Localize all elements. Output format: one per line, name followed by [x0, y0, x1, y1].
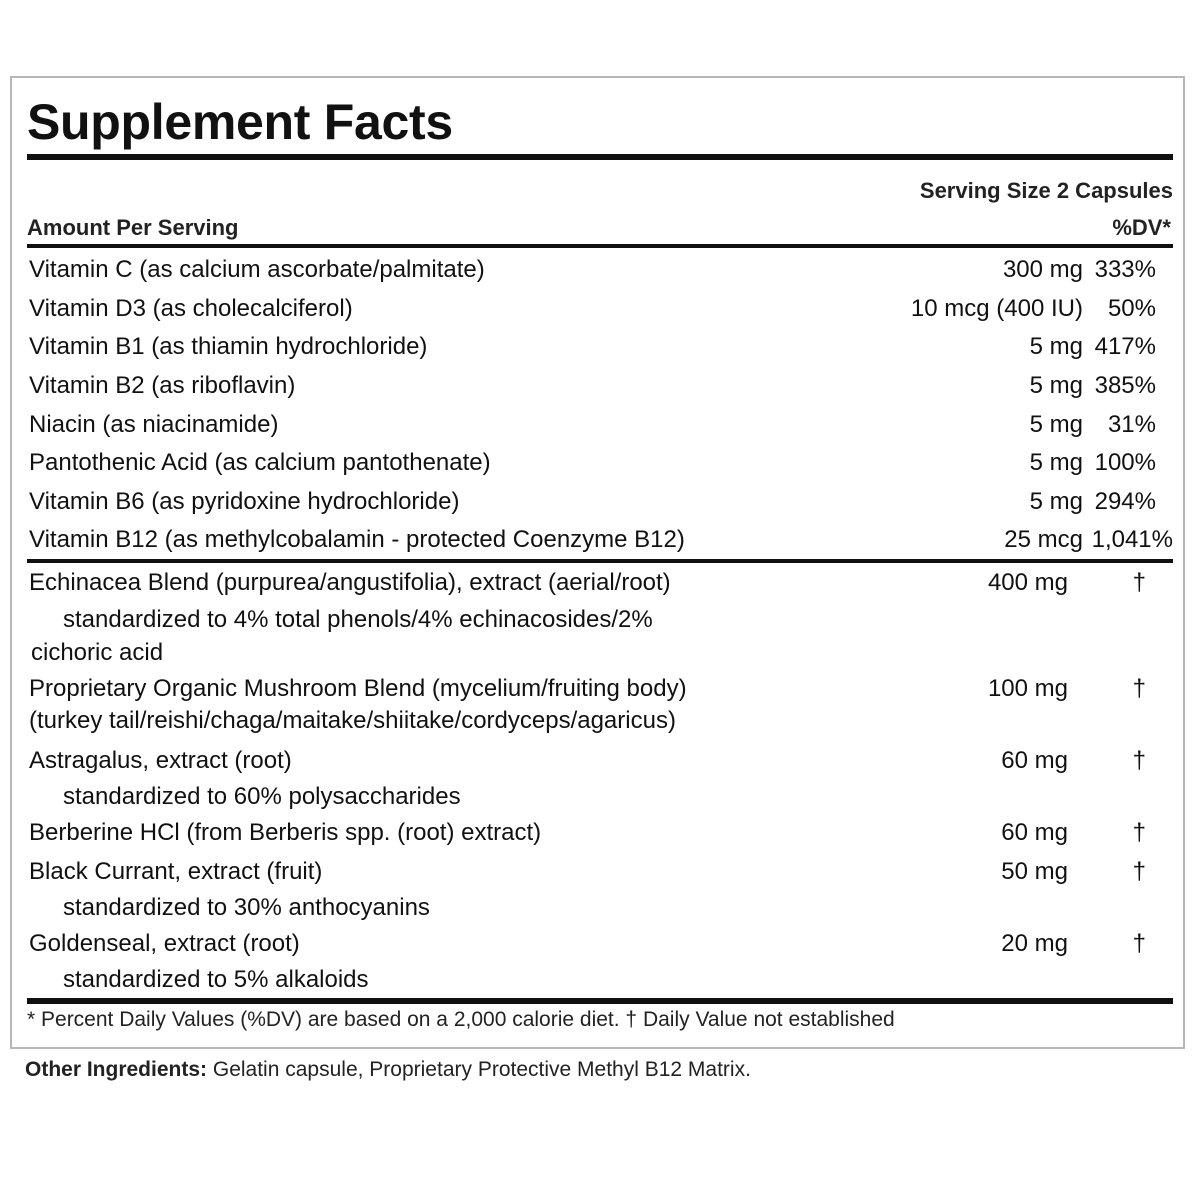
amount-per-serving-heading: Amount Per Serving [27, 215, 239, 240]
botanical-amount: 60 mg [1001, 819, 1068, 846]
other-ingredients [25, 1058, 751, 1082]
nutrient-name: Vitamin B6 (as pyridoxine hydrochloride) [29, 488, 460, 515]
nutrient-dv: 385% [1094, 372, 1156, 399]
nutrient-name: Vitamin D3 (as cholecalciferol) [29, 295, 353, 322]
botanical-amount: 400 mg [987, 569, 1068, 596]
botanical-standardization-cont: cichoric acid [31, 639, 164, 666]
botanical-name: Goldenseal, extract (root) [29, 930, 300, 957]
nutrient-name: Vitamin B2 (as riboflavin) [29, 372, 296, 399]
botanical-name: Echinacea Blend (purpurea/angustifolia), extract (aerial/root) [29, 569, 671, 596]
nutrient-name: Vitamin B1 (as thiamin hydrochloride) [29, 333, 428, 360]
header-rule [27, 244, 1173, 248]
nutrient-dv: 333% [1094, 256, 1156, 283]
botanical-amount: 100 mg [987, 675, 1068, 702]
nutrient-row [29, 332, 1173, 370]
nutrient-row [29, 525, 1173, 563]
dagger-icon: † [1132, 819, 1146, 846]
nutrient-dv: 50% [1107, 295, 1156, 322]
dagger-icon: † [1132, 930, 1146, 957]
supplement-facts-panel [10, 76, 1185, 1049]
nutrient-row [29, 487, 1173, 525]
botanical-row [29, 857, 1173, 895]
botanical-row [29, 746, 1173, 784]
botanical-detail: (turkey tail/reishi/chaga/maitake/shiitake/cordyceps/agaricus) [29, 707, 676, 734]
botanical-amount: 20 mg [1001, 930, 1068, 957]
vitamins-rule [27, 559, 1173, 563]
nutrient-row [29, 294, 1173, 332]
nutrient-row [29, 371, 1173, 409]
title-rule [27, 154, 1173, 160]
dagger-icon: † [1132, 675, 1146, 702]
botanical-name: Proprietary Organic Mushroom Blend (mycelium/fruiting body) [29, 675, 687, 702]
botanical-amount: 50 mg [1001, 858, 1068, 885]
bottom-rule [27, 998, 1173, 1004]
nutrient-name: Pantothenic Acid (as calcium pantothenate) [29, 449, 491, 476]
nutrient-name: Vitamin C (as calcium ascorbate/palmitate) [29, 256, 485, 283]
other-ingredients-text: Gelatin capsule, Proprietary Protective Methyl B12 Matrix. [207, 1058, 751, 1081]
nutrient-amount: 5 mg [1029, 449, 1083, 476]
botanical-standardization: standardized to 60% polysaccharides [63, 783, 461, 810]
panel-title: Supplement Facts [27, 94, 453, 150]
other-ingredients-label: Other Ingredients: [25, 1058, 208, 1081]
nutrient-dv: 294% [1094, 488, 1156, 515]
botanical-row [29, 568, 1173, 606]
botanical-amount: 60 mg [1001, 747, 1068, 774]
footnote: * Percent Daily Values (%DV) are based on a 2,000 calorie diet. † Daily Value not established [27, 1008, 895, 1031]
dagger-icon: † [1132, 569, 1146, 596]
botanical-name: Black Currant, extract (fruit) [29, 858, 323, 885]
dagger-icon: † [1132, 858, 1146, 885]
nutrient-dv: 100% [1094, 449, 1156, 476]
nutrient-dv: 417% [1094, 333, 1156, 360]
nutrient-amount: 300 mg [1002, 256, 1083, 283]
nutrient-amount: 10 mcg (400 IU) [910, 295, 1083, 322]
botanical-name: Astragalus, extract (root) [29, 747, 292, 774]
dagger-icon: † [1132, 747, 1146, 774]
nutrient-dv: 1,041% [1091, 526, 1173, 553]
botanical-row [29, 818, 1173, 856]
nutrient-amount: 25 mcg [1004, 526, 1083, 553]
nutrient-row [29, 410, 1173, 448]
nutrient-dv: 31% [1107, 411, 1156, 438]
nutrient-name: Vitamin B12 (as methylcobalamin - protected Coenzyme B12) [29, 526, 685, 553]
botanical-name: Berberine HCl (from Berberis spp. (root) extract) [29, 819, 542, 846]
botanical-standardization: standardized to 5% alkaloids [63, 966, 369, 993]
serving-size: Serving Size 2 Capsules [919, 178, 1173, 203]
nutrient-row [29, 448, 1173, 486]
botanical-standardization: standardized to 4% total phenols/4% echinacosides/2% [63, 606, 653, 633]
botanical-standardization: standardized to 30% anthocyanins [63, 894, 430, 921]
botanical-row [29, 929, 1173, 967]
nutrient-amount: 5 mg [1029, 372, 1083, 399]
nutrient-row [29, 255, 1173, 293]
nutrient-amount: 5 mg [1029, 411, 1083, 438]
nutrient-amount: 5 mg [1029, 488, 1083, 515]
nutrient-amount: 5 mg [1029, 333, 1083, 360]
nutrient-name: Niacin (as niacinamide) [29, 411, 279, 438]
dv-column-heading: %DV* [1112, 215, 1171, 240]
